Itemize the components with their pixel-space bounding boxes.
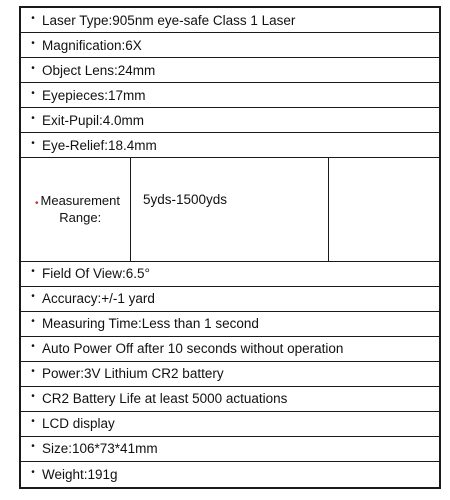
- measurement-label: [41, 192, 120, 226]
- spec-text: Magnification:6X: [42, 37, 142, 53]
- spec-row-eyepieces: [21, 83, 439, 108]
- spec-table: [19, 6, 441, 489]
- spec-row-field-of-view: [21, 262, 439, 287]
- spec-text: Auto Power Off after 10 seconds without operation: [42, 341, 344, 357]
- bullet-icon: •: [31, 391, 35, 403]
- spec-row-power: [21, 362, 439, 387]
- bullet-icon: •: [31, 416, 35, 428]
- empty-cell: [329, 158, 439, 260]
- bullet-icon: •: [31, 137, 35, 149]
- spec-row-exit-pupil: [21, 108, 439, 133]
- spec-row-weight: [21, 462, 439, 487]
- measurement-value-cell: [131, 158, 329, 260]
- bullet-icon: •: [35, 197, 39, 209]
- spec-row-battery-life: [21, 387, 439, 412]
- bullet-icon: •: [31, 316, 35, 328]
- spec-text: Weight:191g: [42, 467, 118, 483]
- measurement-label-cell: [21, 158, 131, 260]
- bullet-icon: •: [31, 12, 35, 24]
- spec-row-eye-relief: [21, 133, 439, 158]
- spec-row-magnification: [21, 33, 439, 58]
- measurement-label-line1: Measurement: [40, 193, 120, 209]
- bullet-icon: •: [31, 467, 35, 479]
- spec-text: Eye-Relief:18.4mm: [42, 137, 157, 153]
- spec-text: Accuracy:+/-1 yard: [42, 291, 155, 307]
- spec-text: Measuring Time:Less than 1 second: [42, 316, 259, 332]
- bullet-icon: •: [31, 341, 35, 353]
- spec-text: Size:106*73*41mm: [42, 441, 158, 457]
- spec-row-measuring-time: [21, 312, 439, 337]
- spec-text: Power:3V Lithium CR2 battery: [42, 366, 224, 382]
- spec-text: Field Of View:6.5°: [42, 266, 150, 282]
- spec-row-size: [21, 437, 439, 462]
- spec-text: CR2 Battery Life at least 5000 actuations: [42, 391, 288, 407]
- bullet-icon: •: [31, 62, 35, 74]
- spec-row-laser-type: [21, 8, 439, 33]
- spec-text: Object Lens:24mm: [42, 62, 156, 78]
- bullet-icon: •: [31, 37, 35, 49]
- spec-text: LCD display: [42, 416, 115, 432]
- measurement-value: 5yds-1500yds: [143, 191, 228, 207]
- bullet-icon: •: [31, 112, 35, 124]
- bullet-icon: •: [31, 291, 35, 303]
- bullet-icon: •: [31, 441, 35, 453]
- spec-row-auto-power-off: [21, 337, 439, 362]
- spec-row-measurement-range: [21, 158, 439, 261]
- bullet-icon: •: [31, 87, 35, 99]
- spec-text: Laser Type:905nm eye-safe Class 1 Laser: [42, 12, 296, 28]
- spec-row-lcd-display: [21, 412, 439, 437]
- measurement-label-line2: Range:: [59, 210, 102, 226]
- spec-row-accuracy: [21, 287, 439, 312]
- spec-text: Eyepieces:17mm: [42, 87, 146, 103]
- bullet-icon: •: [31, 266, 35, 278]
- bullet-icon: •: [31, 366, 35, 378]
- spec-row-object-lens: [21, 58, 439, 83]
- spec-text: Exit-Pupil:4.0mm: [42, 112, 145, 128]
